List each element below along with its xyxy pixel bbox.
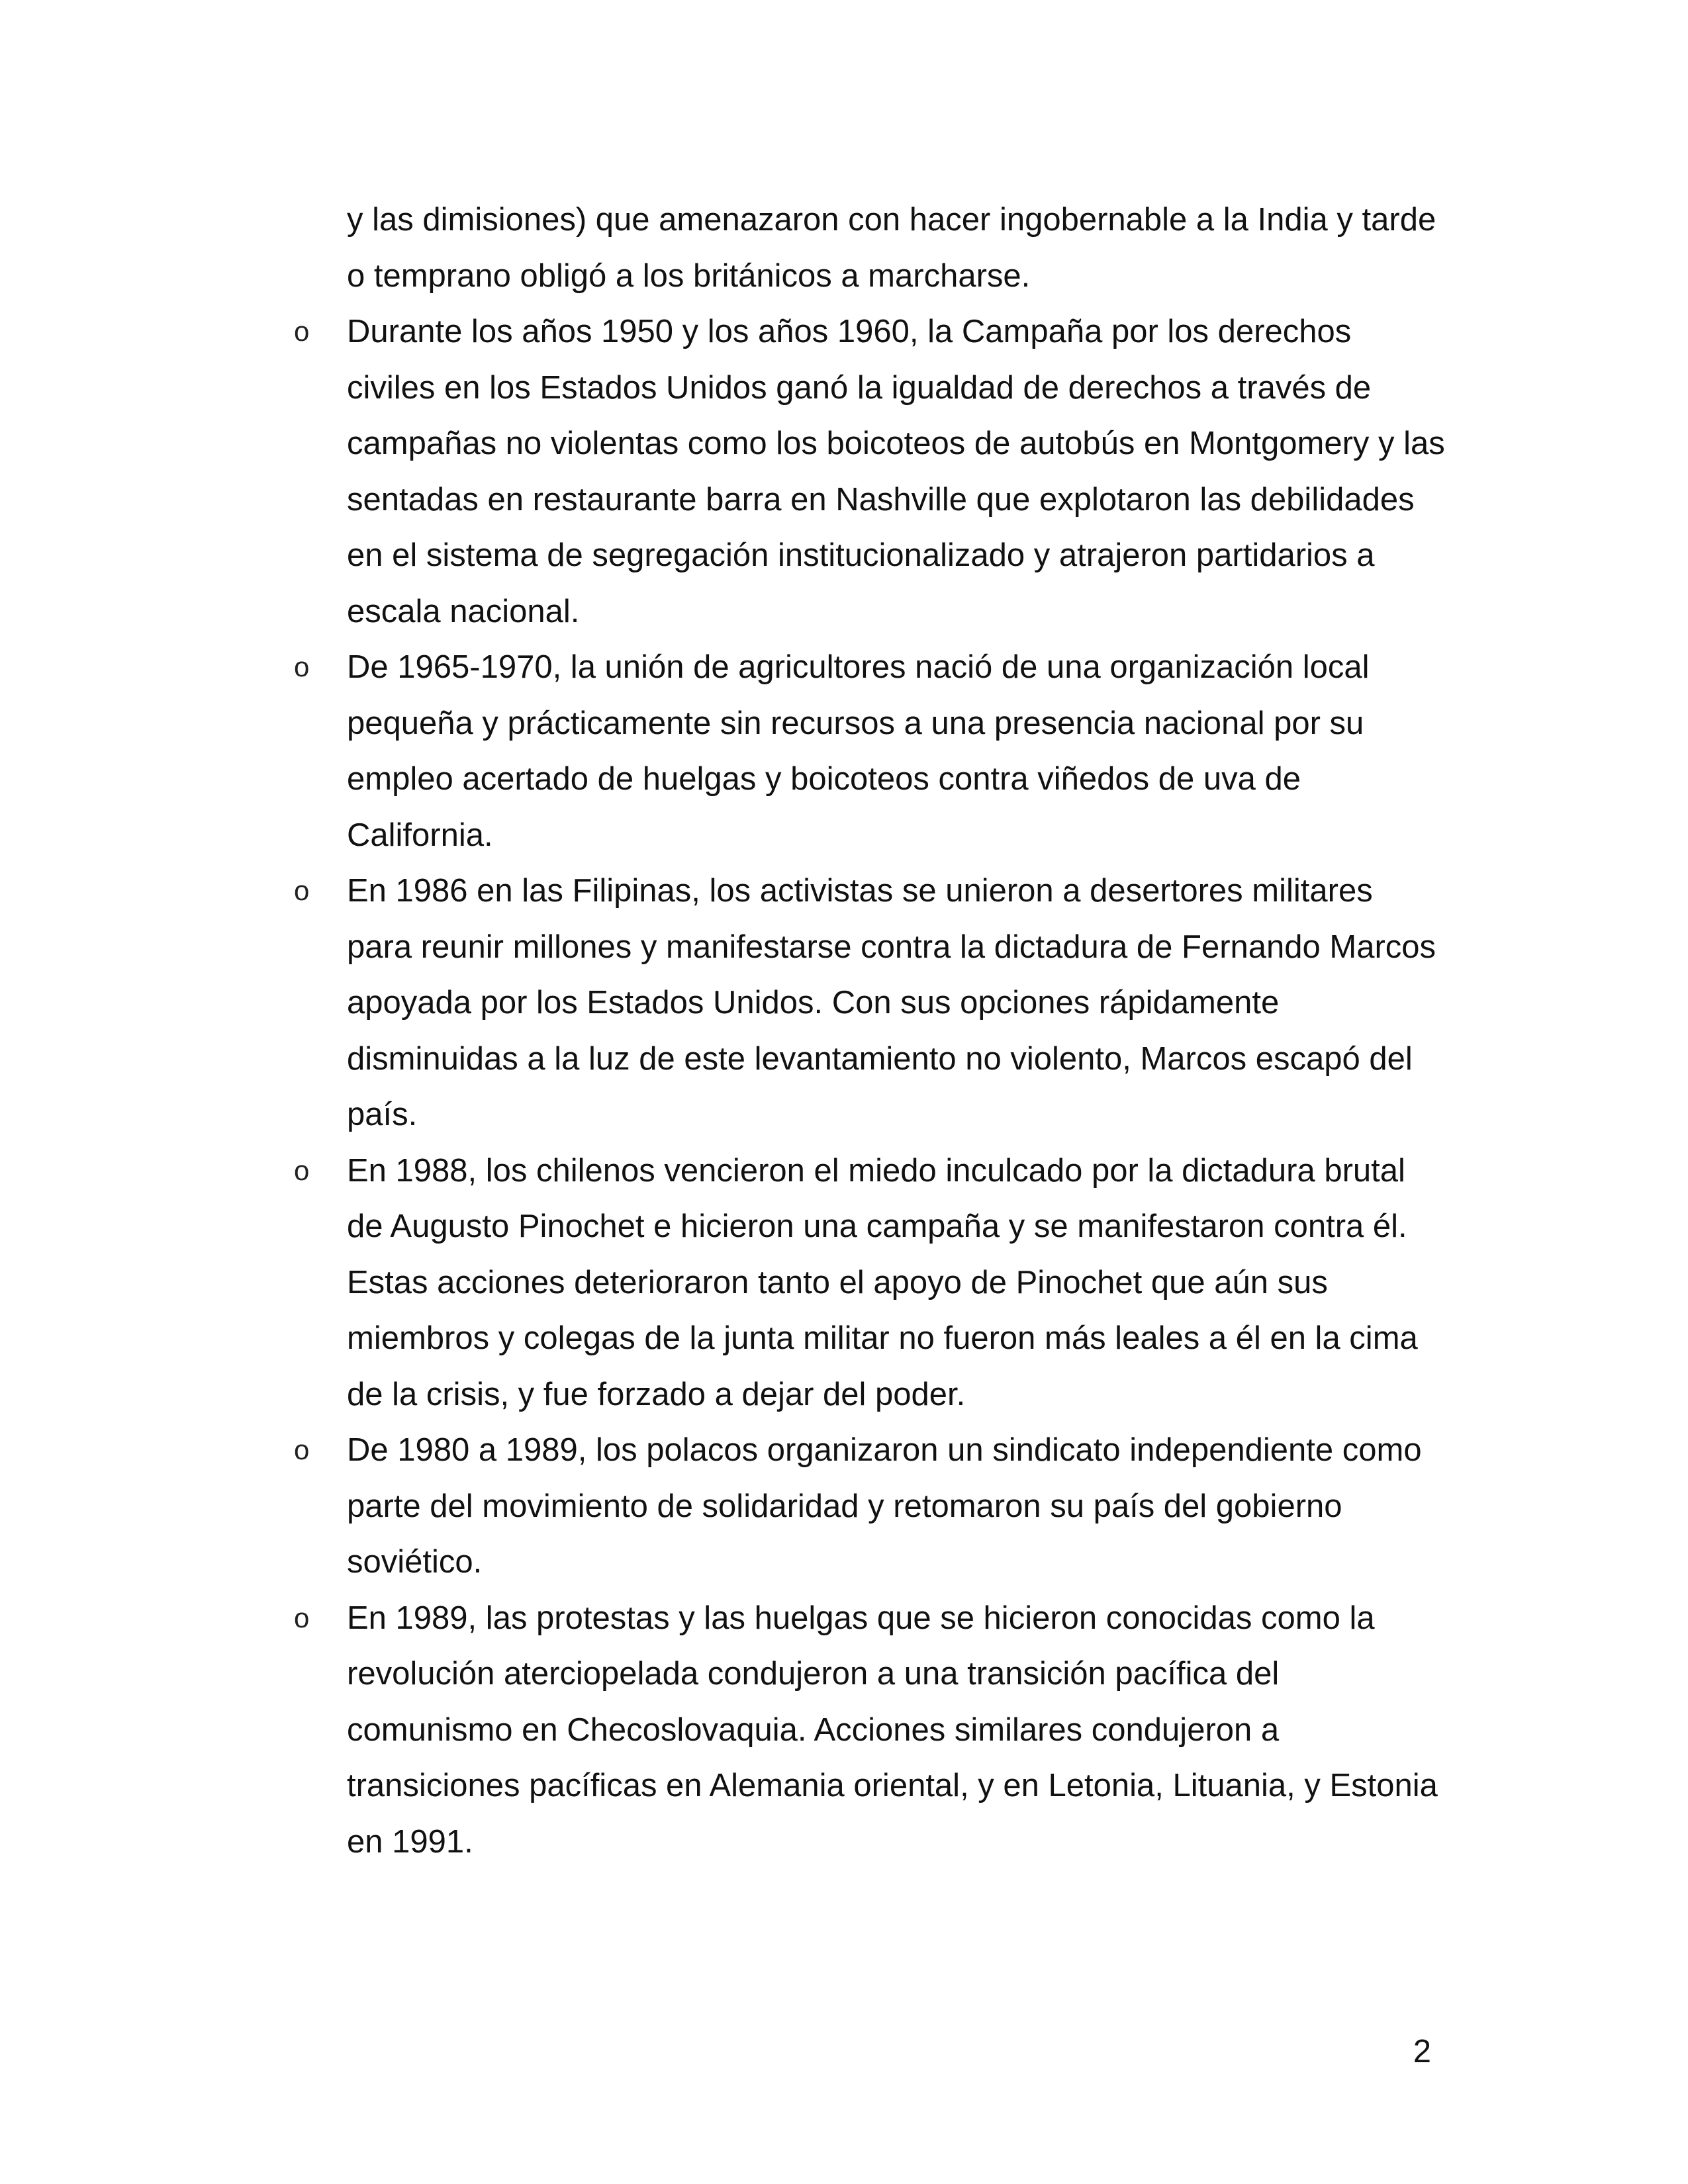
list-item-text: En 1989, las protestas y las huelgas que se hicieron conocidas como la revolución aterciopelada condujeron a una transición pacífica del comunismo en Checoslovaquia. Acciones similares condujeron a transiciones pacíficas en Alemania oriental, y en Letonia, Lituania, y Estonia en 1991. xyxy=(347,1600,1438,1860)
list-item xyxy=(294,1143,1446,1423)
list-item-text: Durante los años 1950 y los años 1960, la Campaña por los derechos civiles en los Estados Unidos ganó la igualdad de derechos a través de campañas no violentas como los boicoteos de autobús en Montgomery y las sentadas en restaurante barra en Nashville que explotaron las debilidades en el sistema de segregación institucionalizado y atrajeron partidarios a escala nacional. xyxy=(347,314,1445,629)
page-content xyxy=(294,192,1446,1870)
bullet-circle-icon: o xyxy=(294,651,310,682)
list-item xyxy=(294,304,1446,639)
bullet-circle-icon: o xyxy=(294,875,310,906)
bullet-circle-icon: o xyxy=(294,1602,310,1633)
list-item xyxy=(294,1422,1446,1590)
list-item-text: De 1980 a 1989, los polacos organizaron un sindicato independiente como parte del movimiento de solidaridad y retomaron su país del gobierno soviético. xyxy=(347,1432,1422,1580)
list-item xyxy=(294,863,1446,1143)
bullet-circle-icon: o xyxy=(294,1434,310,1465)
bullet-list xyxy=(294,304,1446,1870)
list-item-text: En 1986 en las Filipinas, los activistas se unieron a desertores militares para reunir millones y manifestarse contra la dictadura de Fernando Marcos apoyada por los Estados Unidos. Con sus opciones rápidamente disminuidas a la luz de este levantamiento no violento, Marcos escapó del país. xyxy=(347,873,1436,1132)
bullet-circle-icon: o xyxy=(294,1154,310,1186)
bullet-circle-icon: o xyxy=(294,316,310,347)
page-number: 2 xyxy=(1413,2034,1431,2070)
list-item xyxy=(294,639,1446,863)
list-item xyxy=(294,1590,1446,1870)
list-item-text: De 1965-1970, la unión de agricultores nació de una organización local pequeña y prácticamente sin recursos a una presencia nacional por su empleo acertado de huelgas y boicoteos contra viñedos de uva de California. xyxy=(347,649,1370,853)
list-item-text: En 1988, los chilenos vencieron el miedo inculcado por la dictadura brutal de Augusto Pinochet e hicieron una campaña y se manifestaron contra él. Estas acciones deterioraron tanto el apoyo de Pinochet que aún sus miembros y colegas de la junta militar no fueron más leales a él en la cima de la crisis, y fue forzado a dejar del poder. xyxy=(347,1152,1418,1412)
continuation-paragraph: y las dimisiones) que amenazaron con hacer ingobernable a la India y tarde o temprano obligó a los británicos a marcharse. xyxy=(347,202,1436,294)
